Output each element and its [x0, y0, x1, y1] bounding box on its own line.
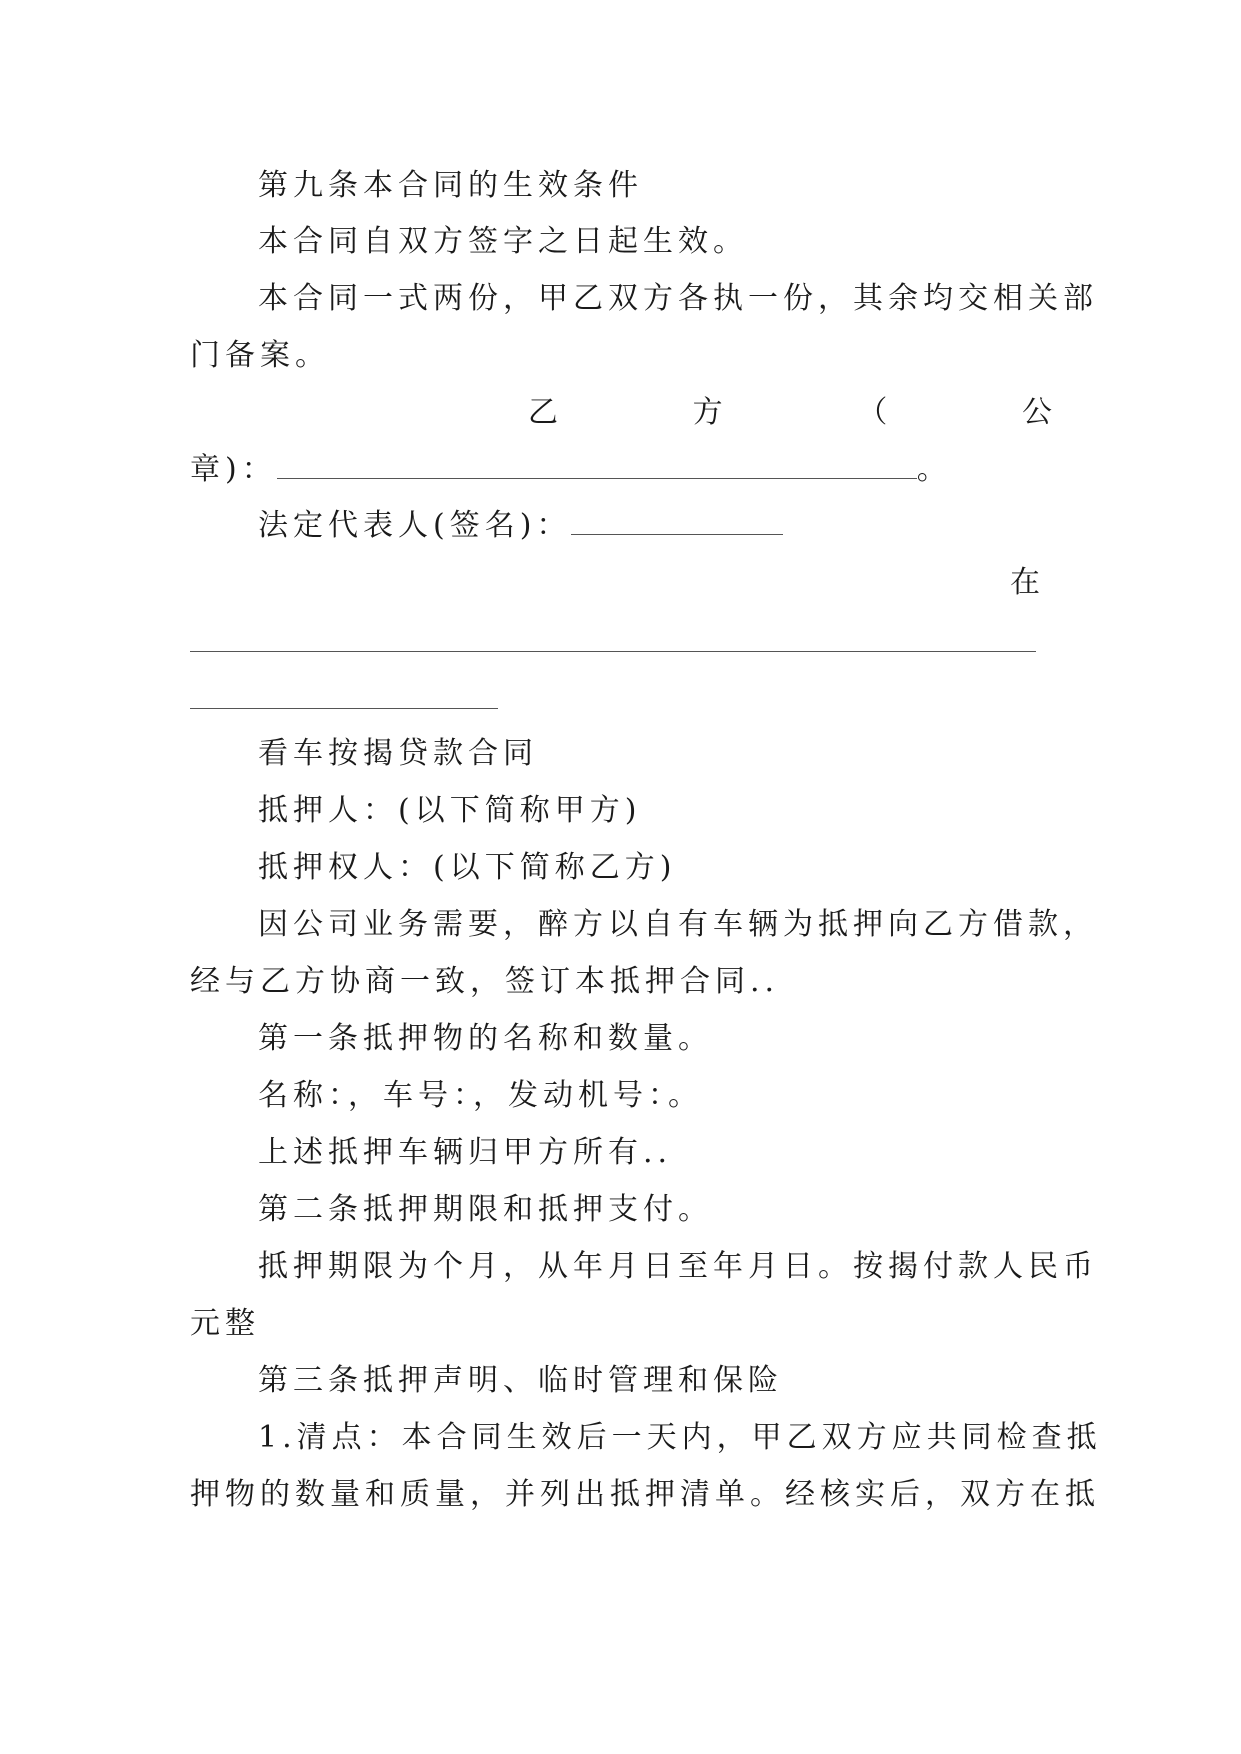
party-b-char: （ [857, 395, 888, 430]
paragraph: 因公司业务需要，醉方以自有车辆为抵押向乙方借款， [258, 907, 1098, 942]
contract-title: 看车按揭贷款合同 [258, 736, 538, 771]
clause-3-heading: 第三条抵押声明、临时管理和保险 [258, 1363, 783, 1398]
seal-end: 。 [916, 452, 952, 487]
paragraph: 本合同一式两份，甲乙双方各执一份，其余均交相关部 [258, 281, 1098, 316]
party-b-seal-line [528, 393, 1052, 433]
paragraph-continuation: 经与乙方协商一致，签订本抵押合同.. [190, 964, 780, 999]
seal-label: 章)： [190, 452, 277, 487]
clause-9-heading: 第九条本合同的生效条件 [258, 168, 643, 203]
paragraph-continuation: 押物的数量和质量，并列出抵押清单。经核实后，双方在抵 [190, 1477, 1100, 1512]
signature-blank [571, 510, 783, 535]
clause-2-heading: 第二条抵押期限和抵押支付。 [258, 1192, 713, 1227]
paragraph: 上述抵押车辆归甲方所有.. [258, 1135, 673, 1170]
paragraph-continuation: 元整 [190, 1306, 260, 1341]
legal-representative-field [258, 506, 1052, 546]
party-b-char: 乙 [528, 395, 558, 430]
legal-rep-label: 法定代表人(签名)： [258, 508, 572, 543]
party-b-char: 方 [692, 395, 723, 430]
paragraph: 抵押期限为个月，从年月日至年月日。按揭付款人民币 [258, 1249, 1098, 1284]
blank-rule [190, 708, 498, 709]
mortgagor-line: 抵押人：(以下简称甲方) [258, 793, 642, 828]
at-label: 在 [1010, 565, 1045, 600]
blank-rule [190, 651, 1036, 652]
mortgagee-line: 抵押权人：(以下简称乙方) [258, 850, 677, 885]
party-b-seal-field [190, 450, 1052, 490]
clause-1-heading: 第一条抵押物的名称和数量。 [258, 1021, 713, 1056]
paragraph: 本合同自双方签字之日起生效。 [258, 224, 748, 259]
paragraph: 名称：，车号：，发动机号：。 [258, 1078, 703, 1113]
paragraph: 1.清点：本合同生效后一天内，甲乙双方应共同检查抵 [258, 1420, 1102, 1455]
seal-blank [277, 454, 917, 479]
party-b-char: 公 [1021, 395, 1052, 430]
paragraph-continuation: 门备案。 [190, 338, 330, 373]
